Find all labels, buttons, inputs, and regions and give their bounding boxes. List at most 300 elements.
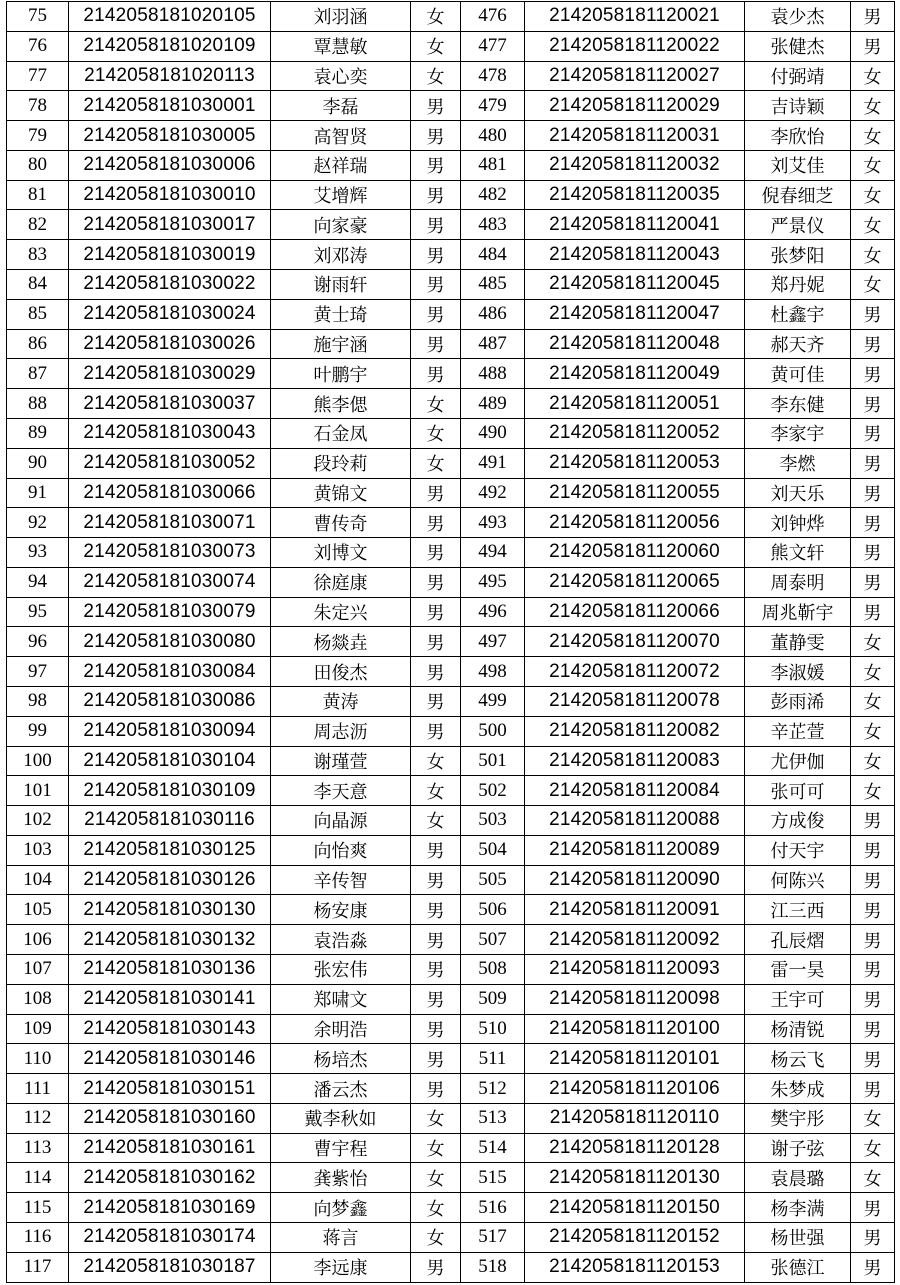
student-id-cell: 2142058181120022 <box>525 31 745 61</box>
table-row <box>7 31 895 61</box>
row-number-cell: 479 <box>461 91 525 121</box>
gender-cell: 女 <box>851 686 895 716</box>
student-name-cell: 杜鑫宇 <box>745 299 851 329</box>
student-id-cell: 2142058181030073 <box>69 538 271 568</box>
student-id-cell: 2142058181120021 <box>525 2 745 32</box>
row-number-cell: 505 <box>461 865 525 895</box>
student-id-cell: 2142058181120043 <box>525 240 745 270</box>
row-number-cell: 480 <box>461 121 525 151</box>
row-number-cell: 507 <box>461 925 525 955</box>
student-name-cell: 叶鹏宇 <box>271 359 411 389</box>
gender-cell: 男 <box>411 865 461 895</box>
row-number-cell: 517 <box>461 1223 525 1253</box>
student-name-cell: 张梦阳 <box>745 240 851 270</box>
student-name-cell: 李天意 <box>271 776 411 806</box>
student-id-cell: 2142058181120100 <box>525 1014 745 1044</box>
student-name-cell: 艾增辉 <box>271 180 411 210</box>
student-name-cell: 杨安康 <box>271 895 411 925</box>
student-id-cell: 2142058181120153 <box>525 1252 745 1282</box>
row-number-cell: 488 <box>461 359 525 389</box>
row-number-cell: 78 <box>7 91 69 121</box>
table-row <box>7 835 895 865</box>
student-id-cell: 2142058181030169 <box>69 1193 271 1223</box>
gender-cell: 男 <box>851 418 895 448</box>
table-row <box>7 895 895 925</box>
student-id-cell: 2142058181030037 <box>69 389 271 419</box>
table-row <box>7 1193 895 1223</box>
student-id-cell: 2142058181120082 <box>525 716 745 746</box>
row-number-cell: 104 <box>7 865 69 895</box>
student-id-cell: 2142058181120048 <box>525 329 745 359</box>
gender-cell: 女 <box>411 2 461 32</box>
table-row <box>7 359 895 389</box>
student-name-cell: 黄锦文 <box>271 478 411 508</box>
student-id-cell: 2142058181120070 <box>525 627 745 657</box>
student-name-cell: 向怡爽 <box>271 835 411 865</box>
gender-cell: 男 <box>411 121 461 151</box>
student-name-cell: 赵祥瑞 <box>271 150 411 180</box>
row-number-cell: 476 <box>461 2 525 32</box>
student-id-cell: 2142058181120091 <box>525 895 745 925</box>
student-id-cell: 2142058181120083 <box>525 746 745 776</box>
student-id-cell: 2142058181120045 <box>525 270 745 300</box>
student-name-cell: 张德江 <box>745 1252 851 1282</box>
table-row <box>7 1103 895 1133</box>
gender-cell: 女 <box>411 806 461 836</box>
student-name-cell: 董静雯 <box>745 627 851 657</box>
row-number-cell: 93 <box>7 538 69 568</box>
row-number-cell: 487 <box>461 329 525 359</box>
table-row <box>7 1014 895 1044</box>
student-name-cell: 杨培杰 <box>271 1044 411 1074</box>
student-id-cell: 2142058181030160 <box>69 1103 271 1133</box>
row-number-cell: 103 <box>7 835 69 865</box>
student-name-cell: 戴李秋如 <box>271 1103 411 1133</box>
student-name-cell: 熊文轩 <box>745 538 851 568</box>
gender-cell: 男 <box>851 865 895 895</box>
student-name-cell: 黄涛 <box>271 686 411 716</box>
gender-cell: 男 <box>411 955 461 985</box>
student-id-cell: 2142058181120084 <box>525 776 745 806</box>
row-number-cell: 506 <box>461 895 525 925</box>
row-number-cell: 117 <box>7 1252 69 1282</box>
row-number-cell: 511 <box>461 1044 525 1074</box>
row-number-cell: 113 <box>7 1133 69 1163</box>
gender-cell: 男 <box>411 1014 461 1044</box>
row-number-cell: 96 <box>7 627 69 657</box>
row-number-cell: 509 <box>461 984 525 1014</box>
row-number-cell: 477 <box>461 31 525 61</box>
student-id-cell: 2142058181120060 <box>525 538 745 568</box>
student-id-cell: 2142058181120093 <box>525 955 745 985</box>
row-number-cell: 110 <box>7 1044 69 1074</box>
student-id-cell: 2142058181120053 <box>525 448 745 478</box>
student-id-cell: 2142058181120092 <box>525 925 745 955</box>
student-name-cell: 方成俊 <box>745 806 851 836</box>
student-name-cell: 郝天齐 <box>745 329 851 359</box>
student-name-cell: 向家豪 <box>271 210 411 240</box>
gender-cell: 女 <box>851 1133 895 1163</box>
row-number-cell: 87 <box>7 359 69 389</box>
row-number-cell: 92 <box>7 508 69 538</box>
table-row <box>7 91 895 121</box>
row-number-cell: 481 <box>461 150 525 180</box>
gender-cell: 男 <box>411 567 461 597</box>
row-number-cell: 80 <box>7 150 69 180</box>
row-number-cell: 89 <box>7 418 69 448</box>
gender-cell: 男 <box>851 1193 895 1223</box>
student-id-cell: 2142058181120041 <box>525 210 745 240</box>
table-row <box>7 61 895 91</box>
row-number-cell: 97 <box>7 657 69 687</box>
gender-cell: 女 <box>411 61 461 91</box>
gender-cell: 男 <box>411 657 461 687</box>
gender-cell: 男 <box>851 31 895 61</box>
row-number-cell: 88 <box>7 389 69 419</box>
student-name-cell: 周志沥 <box>271 716 411 746</box>
student-id-cell: 2142058181120049 <box>525 359 745 389</box>
student-id-cell: 2142058181030161 <box>69 1133 271 1163</box>
table-row <box>7 150 895 180</box>
student-id-cell: 2142058181030084 <box>69 657 271 687</box>
row-number-cell: 483 <box>461 210 525 240</box>
gender-cell: 女 <box>851 776 895 806</box>
table-row <box>7 210 895 240</box>
gender-cell: 男 <box>851 538 895 568</box>
row-number-cell: 496 <box>461 597 525 627</box>
student-name-cell: 曹传奇 <box>271 508 411 538</box>
student-id-cell: 2142058181020105 <box>69 2 271 32</box>
student-id-cell: 2142058181120101 <box>525 1044 745 1074</box>
student-name-cell: 袁晨璐 <box>745 1163 851 1193</box>
gender-cell: 男 <box>411 210 461 240</box>
table-row <box>7 657 895 687</box>
student-name-cell: 龚紫怡 <box>271 1163 411 1193</box>
gender-cell: 女 <box>411 1223 461 1253</box>
student-name-cell: 倪春细芝 <box>745 180 851 210</box>
gender-cell: 男 <box>851 925 895 955</box>
gender-cell: 女 <box>851 1103 895 1133</box>
gender-cell: 男 <box>411 359 461 389</box>
row-number-cell: 94 <box>7 567 69 597</box>
student-id-cell: 2142058181120098 <box>525 984 745 1014</box>
table-row <box>7 955 895 985</box>
row-number-cell: 508 <box>461 955 525 985</box>
student-name-cell: 雷一昊 <box>745 955 851 985</box>
row-number-cell: 494 <box>461 538 525 568</box>
student-name-cell: 樊宇彤 <box>745 1103 851 1133</box>
student-id-cell: 2142058181030116 <box>69 806 271 836</box>
gender-cell: 女 <box>851 240 895 270</box>
student-name-cell: 杨云飞 <box>745 1044 851 1074</box>
gender-cell: 女 <box>411 1193 461 1223</box>
student-id-cell: 2142058181030017 <box>69 210 271 240</box>
student-id-cell: 2142058181120072 <box>525 657 745 687</box>
row-number-cell: 515 <box>461 1163 525 1193</box>
row-number-cell: 85 <box>7 299 69 329</box>
student-id-cell: 2142058181030162 <box>69 1163 271 1193</box>
gender-cell: 男 <box>851 329 895 359</box>
student-name-cell: 熊李偲 <box>271 389 411 419</box>
student-id-cell: 2142058181120089 <box>525 835 745 865</box>
table-row <box>7 418 895 448</box>
table-row <box>7 121 895 151</box>
student-name-cell: 彭雨浠 <box>745 686 851 716</box>
row-number-cell: 510 <box>461 1014 525 1044</box>
gender-cell: 女 <box>851 1163 895 1193</box>
gender-cell: 女 <box>411 1133 461 1163</box>
gender-cell: 男 <box>851 984 895 1014</box>
student-name-cell: 刘钟烨 <box>745 508 851 538</box>
table-row <box>7 1074 895 1104</box>
student-id-cell: 2142058181030143 <box>69 1014 271 1044</box>
row-number-cell: 99 <box>7 716 69 746</box>
student-id-cell: 2142058181120065 <box>525 567 745 597</box>
row-number-cell: 82 <box>7 210 69 240</box>
student-name-cell: 石金凤 <box>271 418 411 448</box>
student-id-cell: 2142058181030019 <box>69 240 271 270</box>
student-name-cell: 袁浩淼 <box>271 925 411 955</box>
student-name-cell: 朱梦成 <box>745 1074 851 1104</box>
student-id-cell: 2142058181120052 <box>525 418 745 448</box>
student-id-cell: 2142058181120150 <box>525 1193 745 1223</box>
row-number-cell: 489 <box>461 389 525 419</box>
student-id-cell: 2142058181030146 <box>69 1044 271 1074</box>
gender-cell: 男 <box>851 597 895 627</box>
student-name-cell: 谢子弦 <box>745 1133 851 1163</box>
student-id-cell: 2142058181030043 <box>69 418 271 448</box>
student-name-cell: 辛芷萱 <box>745 716 851 746</box>
student-id-cell: 2142058181030141 <box>69 984 271 1014</box>
student-id-cell: 2142058181030006 <box>69 150 271 180</box>
gender-cell: 男 <box>411 1074 461 1104</box>
student-id-cell: 2142058181120128 <box>525 1133 745 1163</box>
student-name-cell: 杨世强 <box>745 1223 851 1253</box>
row-number-cell: 482 <box>461 180 525 210</box>
student-name-cell: 覃慧敏 <box>271 31 411 61</box>
student-id-cell: 2142058181120031 <box>525 121 745 151</box>
student-name-cell: 付弼靖 <box>745 61 851 91</box>
student-name-cell: 李燃 <box>745 448 851 478</box>
student-id-cell: 2142058181030174 <box>69 1223 271 1253</box>
row-number-cell: 497 <box>461 627 525 657</box>
row-number-cell: 111 <box>7 1074 69 1104</box>
student-name-cell: 刘博文 <box>271 538 411 568</box>
table-row <box>7 776 895 806</box>
row-number-cell: 115 <box>7 1193 69 1223</box>
row-number-cell: 84 <box>7 270 69 300</box>
gender-cell: 女 <box>851 91 895 121</box>
gender-cell: 男 <box>411 1252 461 1282</box>
student-id-cell: 2142058181120106 <box>525 1074 745 1104</box>
student-name-cell: 周兆靳宇 <box>745 597 851 627</box>
student-name-cell: 袁少杰 <box>745 2 851 32</box>
gender-cell: 男 <box>851 359 895 389</box>
student-id-cell: 2142058181030022 <box>69 270 271 300</box>
student-id-cell: 2142058181030132 <box>69 925 271 955</box>
row-number-cell: 107 <box>7 955 69 985</box>
gender-cell: 男 <box>851 1074 895 1104</box>
gender-cell: 女 <box>851 627 895 657</box>
table-row <box>7 1133 895 1163</box>
table-row <box>7 478 895 508</box>
gender-cell: 男 <box>411 478 461 508</box>
table-row <box>7 746 895 776</box>
student-name-cell: 郑丹妮 <box>745 270 851 300</box>
gender-cell: 男 <box>851 567 895 597</box>
student-id-cell: 2142058181030151 <box>69 1074 271 1104</box>
student-id-cell: 2142058181030026 <box>69 329 271 359</box>
gender-cell: 男 <box>851 895 895 925</box>
student-name-cell: 李东健 <box>745 389 851 419</box>
gender-cell: 男 <box>411 1044 461 1074</box>
gender-cell: 男 <box>411 627 461 657</box>
row-number-cell: 491 <box>461 448 525 478</box>
row-number-cell: 105 <box>7 895 69 925</box>
student-name-cell: 田俊杰 <box>271 657 411 687</box>
roster-body <box>7 2 895 1283</box>
row-number-cell: 100 <box>7 746 69 776</box>
student-id-cell: 2142058181120056 <box>525 508 745 538</box>
gender-cell: 女 <box>851 657 895 687</box>
student-id-cell: 2142058181030010 <box>69 180 271 210</box>
student-id-cell: 2142058181120152 <box>525 1223 745 1253</box>
row-number-cell: 493 <box>461 508 525 538</box>
student-name-cell: 谢雨轩 <box>271 270 411 300</box>
gender-cell: 女 <box>851 150 895 180</box>
gender-cell: 男 <box>851 835 895 865</box>
student-roster-table <box>6 1 895 1283</box>
row-number-cell: 106 <box>7 925 69 955</box>
table-row <box>7 299 895 329</box>
gender-cell: 男 <box>411 91 461 121</box>
student-id-cell: 2142058181120090 <box>525 865 745 895</box>
row-number-cell: 500 <box>461 716 525 746</box>
gender-cell: 男 <box>851 478 895 508</box>
row-number-cell: 95 <box>7 597 69 627</box>
student-name-cell: 刘天乐 <box>745 478 851 508</box>
student-id-cell: 2142058181120088 <box>525 806 745 836</box>
table-row <box>7 925 895 955</box>
student-id-cell: 2142058181120066 <box>525 597 745 627</box>
row-number-cell: 484 <box>461 240 525 270</box>
gender-cell: 男 <box>851 1252 895 1282</box>
gender-cell: 女 <box>851 270 895 300</box>
gender-cell: 男 <box>411 329 461 359</box>
student-name-cell: 黄可佳 <box>745 359 851 389</box>
gender-cell: 女 <box>851 121 895 151</box>
row-number-cell: 514 <box>461 1133 525 1163</box>
row-number-cell: 112 <box>7 1103 69 1133</box>
student-name-cell: 向晶源 <box>271 806 411 836</box>
student-id-cell: 2142058181030109 <box>69 776 271 806</box>
row-number-cell: 98 <box>7 686 69 716</box>
student-id-cell: 2142058181030024 <box>69 299 271 329</box>
gender-cell: 男 <box>851 1044 895 1074</box>
gender-cell: 男 <box>411 299 461 329</box>
gender-cell: 男 <box>851 806 895 836</box>
student-name-cell: 段玲莉 <box>271 448 411 478</box>
table-row <box>7 180 895 210</box>
student-id-cell: 2142058181030187 <box>69 1252 271 1282</box>
gender-cell: 男 <box>411 150 461 180</box>
gender-cell: 女 <box>851 716 895 746</box>
table-row <box>7 984 895 1014</box>
row-number-cell: 76 <box>7 31 69 61</box>
student-name-cell: 张健杰 <box>745 31 851 61</box>
student-name-cell: 吉诗颖 <box>745 91 851 121</box>
student-id-cell: 2142058181030094 <box>69 716 271 746</box>
gender-cell: 男 <box>411 508 461 538</box>
gender-cell: 男 <box>851 1014 895 1044</box>
student-name-cell: 杨燚垚 <box>271 627 411 657</box>
gender-cell: 女 <box>411 776 461 806</box>
student-id-cell: 2142058181030001 <box>69 91 271 121</box>
row-number-cell: 86 <box>7 329 69 359</box>
row-number-cell: 114 <box>7 1163 69 1193</box>
table-row <box>7 538 895 568</box>
student-name-cell: 张宏伟 <box>271 955 411 985</box>
student-id-cell: 2142058181120047 <box>525 299 745 329</box>
row-number-cell: 498 <box>461 657 525 687</box>
student-id-cell: 2142058181030005 <box>69 121 271 151</box>
student-id-cell: 2142058181030104 <box>69 746 271 776</box>
student-name-cell: 辛传智 <box>271 865 411 895</box>
table-row <box>7 389 895 419</box>
student-name-cell: 蒋言 <box>271 1223 411 1253</box>
row-number-cell: 503 <box>461 806 525 836</box>
student-name-cell: 杨李满 <box>745 1193 851 1223</box>
student-id-cell: 2142058181030125 <box>69 835 271 865</box>
student-id-cell: 2142058181120110 <box>525 1103 745 1133</box>
row-number-cell: 513 <box>461 1103 525 1133</box>
student-name-cell: 杨清锐 <box>745 1014 851 1044</box>
row-number-cell: 502 <box>461 776 525 806</box>
student-id-cell: 2142058181030074 <box>69 567 271 597</box>
table-row <box>7 686 895 716</box>
student-name-cell: 张可可 <box>745 776 851 806</box>
gender-cell: 女 <box>411 389 461 419</box>
student-id-cell: 2142058181020109 <box>69 31 271 61</box>
gender-cell: 男 <box>411 597 461 627</box>
student-id-cell: 2142058181120130 <box>525 1163 745 1193</box>
row-number-cell: 499 <box>461 686 525 716</box>
student-name-cell: 郑啸文 <box>271 984 411 1014</box>
table-row <box>7 448 895 478</box>
student-name-cell: 黄士琦 <box>271 299 411 329</box>
gender-cell: 男 <box>411 270 461 300</box>
table-row <box>7 865 895 895</box>
student-id-cell: 2142058181120078 <box>525 686 745 716</box>
row-number-cell: 490 <box>461 418 525 448</box>
student-name-cell: 李磊 <box>271 91 411 121</box>
row-number-cell: 77 <box>7 61 69 91</box>
student-name-cell: 尤伊伽 <box>745 746 851 776</box>
student-name-cell: 朱定兴 <box>271 597 411 627</box>
student-name-cell: 刘艾佳 <box>745 150 851 180</box>
gender-cell: 男 <box>411 686 461 716</box>
student-name-cell: 付天宇 <box>745 835 851 865</box>
student-name-cell: 李淑媛 <box>745 657 851 687</box>
gender-cell: 女 <box>851 61 895 91</box>
gender-cell: 女 <box>411 31 461 61</box>
row-number-cell: 108 <box>7 984 69 1014</box>
gender-cell: 男 <box>851 299 895 329</box>
table-row <box>7 627 895 657</box>
gender-cell: 男 <box>851 955 895 985</box>
student-id-cell: 2142058181120027 <box>525 61 745 91</box>
row-number-cell: 495 <box>461 567 525 597</box>
